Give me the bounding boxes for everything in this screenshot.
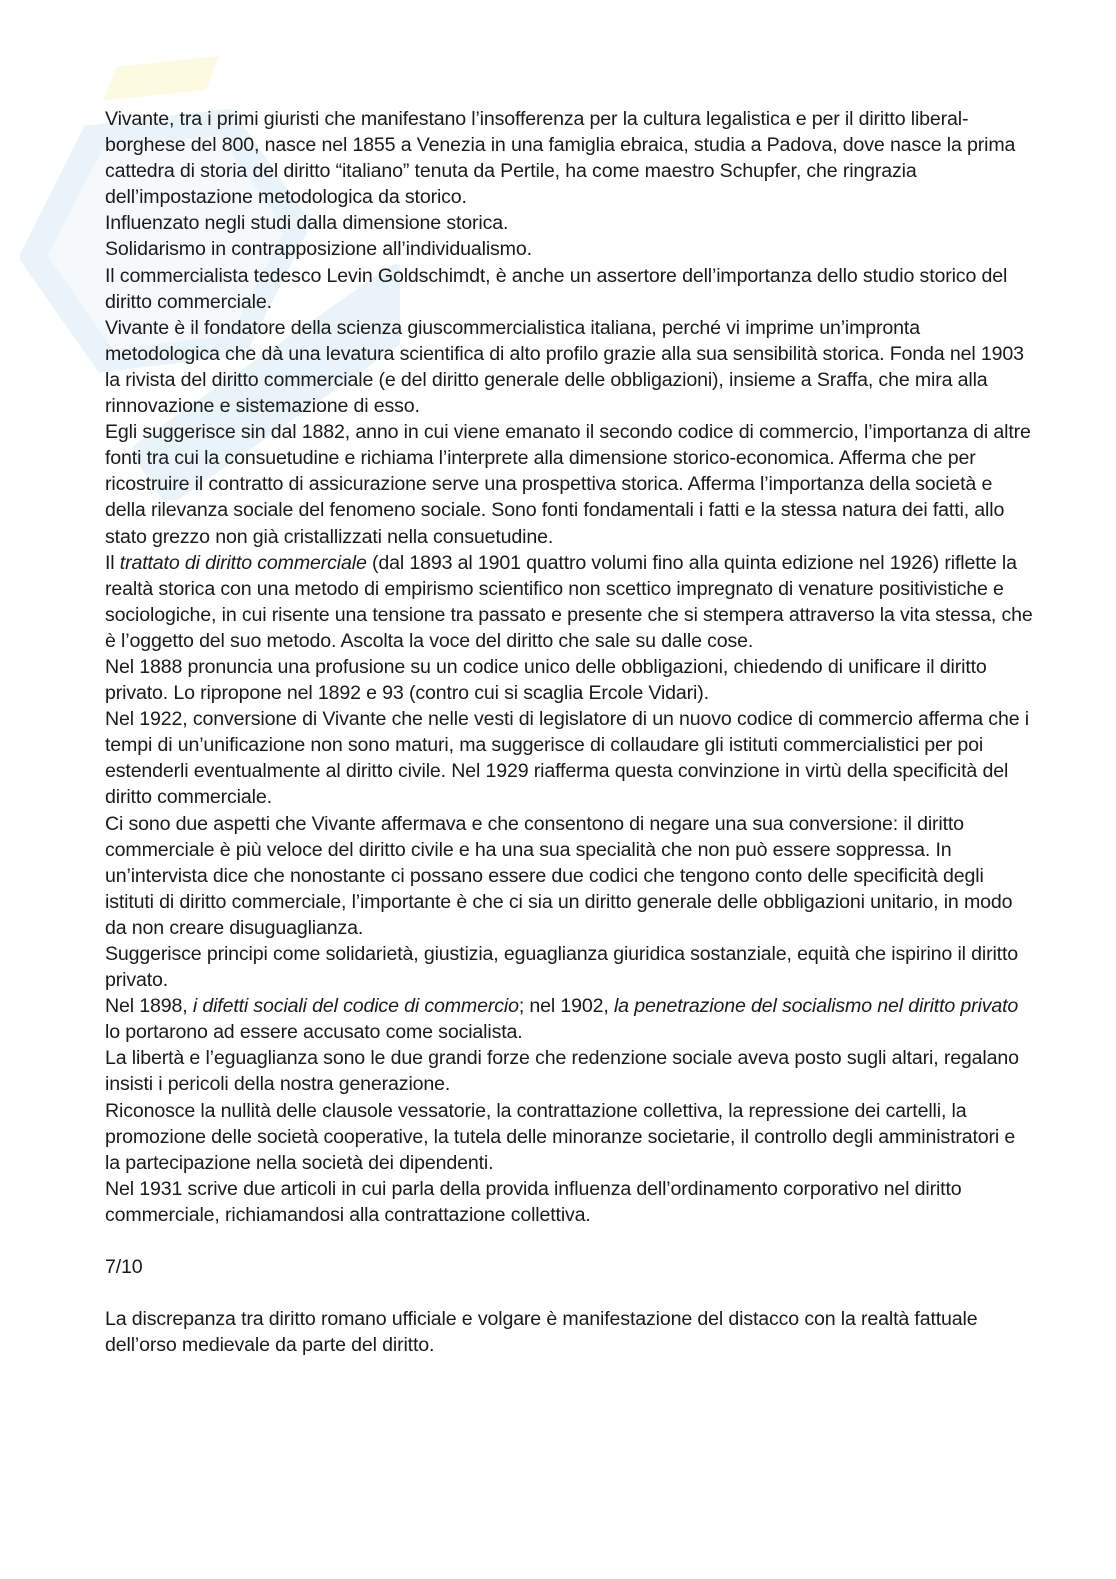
paragraph: Ci sono due aspetti che Vivante affermava e che consentono di negare una sua conversione: il diritto commerciale è più veloce del diritto civile e ha una sua specialità che non può essere soppressa. In un’intervista dice che nonostante ci possano essere due codici che tengono conto delle specificità degli istituti di diritto commerciale, l’importante è che ci sia un diritto generale delle obbligazioni unitario, in modo da non creare disuguaglianza. xyxy=(105,812,1013,939)
paragraph: Nel 1931 scrive due articoli in cui parla della provida influenza dell’ordinamento corporativo nel diritto commerciale, richiamandosi alla contrattazione collettiva. xyxy=(105,1177,962,1226)
paragraph: Nel 1922, conversione di Vivante che nelle vesti di legislatore di un nuovo codice di commercio afferma che i tempi di un’unificazione non sono maturi, ma suggerisce di collaudare gli istituti commercialistici per poi estenderli eventualmente al diritto civile. Nel 1929 riafferma questa convinzione in virtù della specificità del diritto commerciale. xyxy=(105,708,1029,809)
paragraph: Nel 1888 pronuncia una profusione su un codice unico delle obbligazioni, chiedendo di unificare il diritto privato. Lo ripropone nel 1892 e 93 (contro cui si scaglia Ercole Vidari). xyxy=(105,655,987,705)
paragraph: Il commercialista tedesco Levin Goldschimdt, è anche un assertore dell’importanza dello studio storico del diritto commerciale. xyxy=(105,264,1008,313)
text-run: lo portarono ad essere accusato come socialista. xyxy=(105,1021,523,1044)
date-heading: 7/10 xyxy=(105,1256,143,1279)
paragraph: Egli suggerisce sin dal 1882, anno in cui viene emanato il secondo codice di commercio, l’importanza di altre fonti tra cui la consuetudine e richiama l’interprete alla dimensione storico-economica. Afferma che per ricostruire il contratto di assicurazione serve una prospettiva storica. Afferma l’importanza della società e della rilevanza sociale del fenomeno sociale. Sono fonti fondamentali i fatti e la stessa natura dei fatti, allo stato grezzo non già cristallizzati nella consuetudine. xyxy=(105,421,1031,548)
paragraph: Solidarismo in contrapposizione all’individualismo. xyxy=(105,238,532,261)
paragraph xyxy=(105,550,1035,654)
paragraph xyxy=(105,993,1035,1045)
spacer xyxy=(105,1228,1035,1254)
text-run: Il xyxy=(105,551,120,574)
paragraph: Influenzato negli studi dalla dimensione storica. xyxy=(105,212,509,235)
paragraph: Riconosce la nullità delle clausole vessatorie, la contrattazione collettiva, la repressione dei cartelli, la promozione delle società cooperative, la tutela delle minoranze societarie, il controllo degli amministratori e la partecipazione nella società dei dipendenti. xyxy=(105,1099,1016,1174)
text-run: (dal 1893 al 1901 quattro volumi fino alla quinta edizione nel 1926) riflette la realtà storica con una metodo di empirismo scientifico non scettico impregnato di venature positivistiche e sociologiche, in cui risente una tensione tra passato e presente che si stempera attraverso la vita stessa, che è l’oggetto del suo metodo. Ascolta la voce del diritto che sale su dalle cose. xyxy=(105,551,1033,652)
spacer xyxy=(105,1280,1035,1306)
work-title: la penetrazione del socialismo nel diritto privato xyxy=(613,995,1019,1018)
paragraph: Vivante è il fondatore della scienza giuscommercialistica italiana, perché vi imprime un’impronta metodologica che dà una levatura scientifica di alto profilo grazie alla sua sensibilità storica. Fonda nel 1903 la rivista del diritto commerciale (e del diritto generale delle obbligazioni), insieme a Sraffa, che mira alla rinnovazione e sistemazione di esso. xyxy=(105,316,1024,418)
paragraph: La discrepanza tra diritto romano ufficiale e volgare è manifestazione del distacco con la realtà fattuale dell’orso medievale da parte del diritto. xyxy=(105,1308,978,1357)
text-run: Nel 1898, xyxy=(105,995,193,1018)
paragraph: La libertà e l’eguaglianza sono le due grandi forze che redenzione sociale aveva posto sugli altari, regalano insisti i pericoli della nostra generazione. xyxy=(105,1047,1019,1096)
work-title: i difetti sociali del codice di commercio xyxy=(192,995,519,1018)
paragraph: Vivante, tra i primi giuristi che manifestano l’insofferenza per la cultura legalistica e per il diritto liberal-borghese del 800, nasce nel 1855 a Venezia in una famiglia ebraica, studia a Padova, dove nasce la prima cattedra di storia del diritto “italiano” tenuta da Pertile, ha come maestro Schupfer, che ringrazia dell’impostazione metodologica da storico. xyxy=(105,108,1016,209)
paragraph: Suggerisce principi come solidarietà, giustizia, eguaglianza giuridica sostanziale, equità che ispirino il diritto privato. xyxy=(105,943,1019,992)
book-title: trattato di diritto commerciale xyxy=(119,551,367,574)
document-body xyxy=(105,106,1035,1359)
text-run: ; nel 1902, xyxy=(518,995,614,1018)
